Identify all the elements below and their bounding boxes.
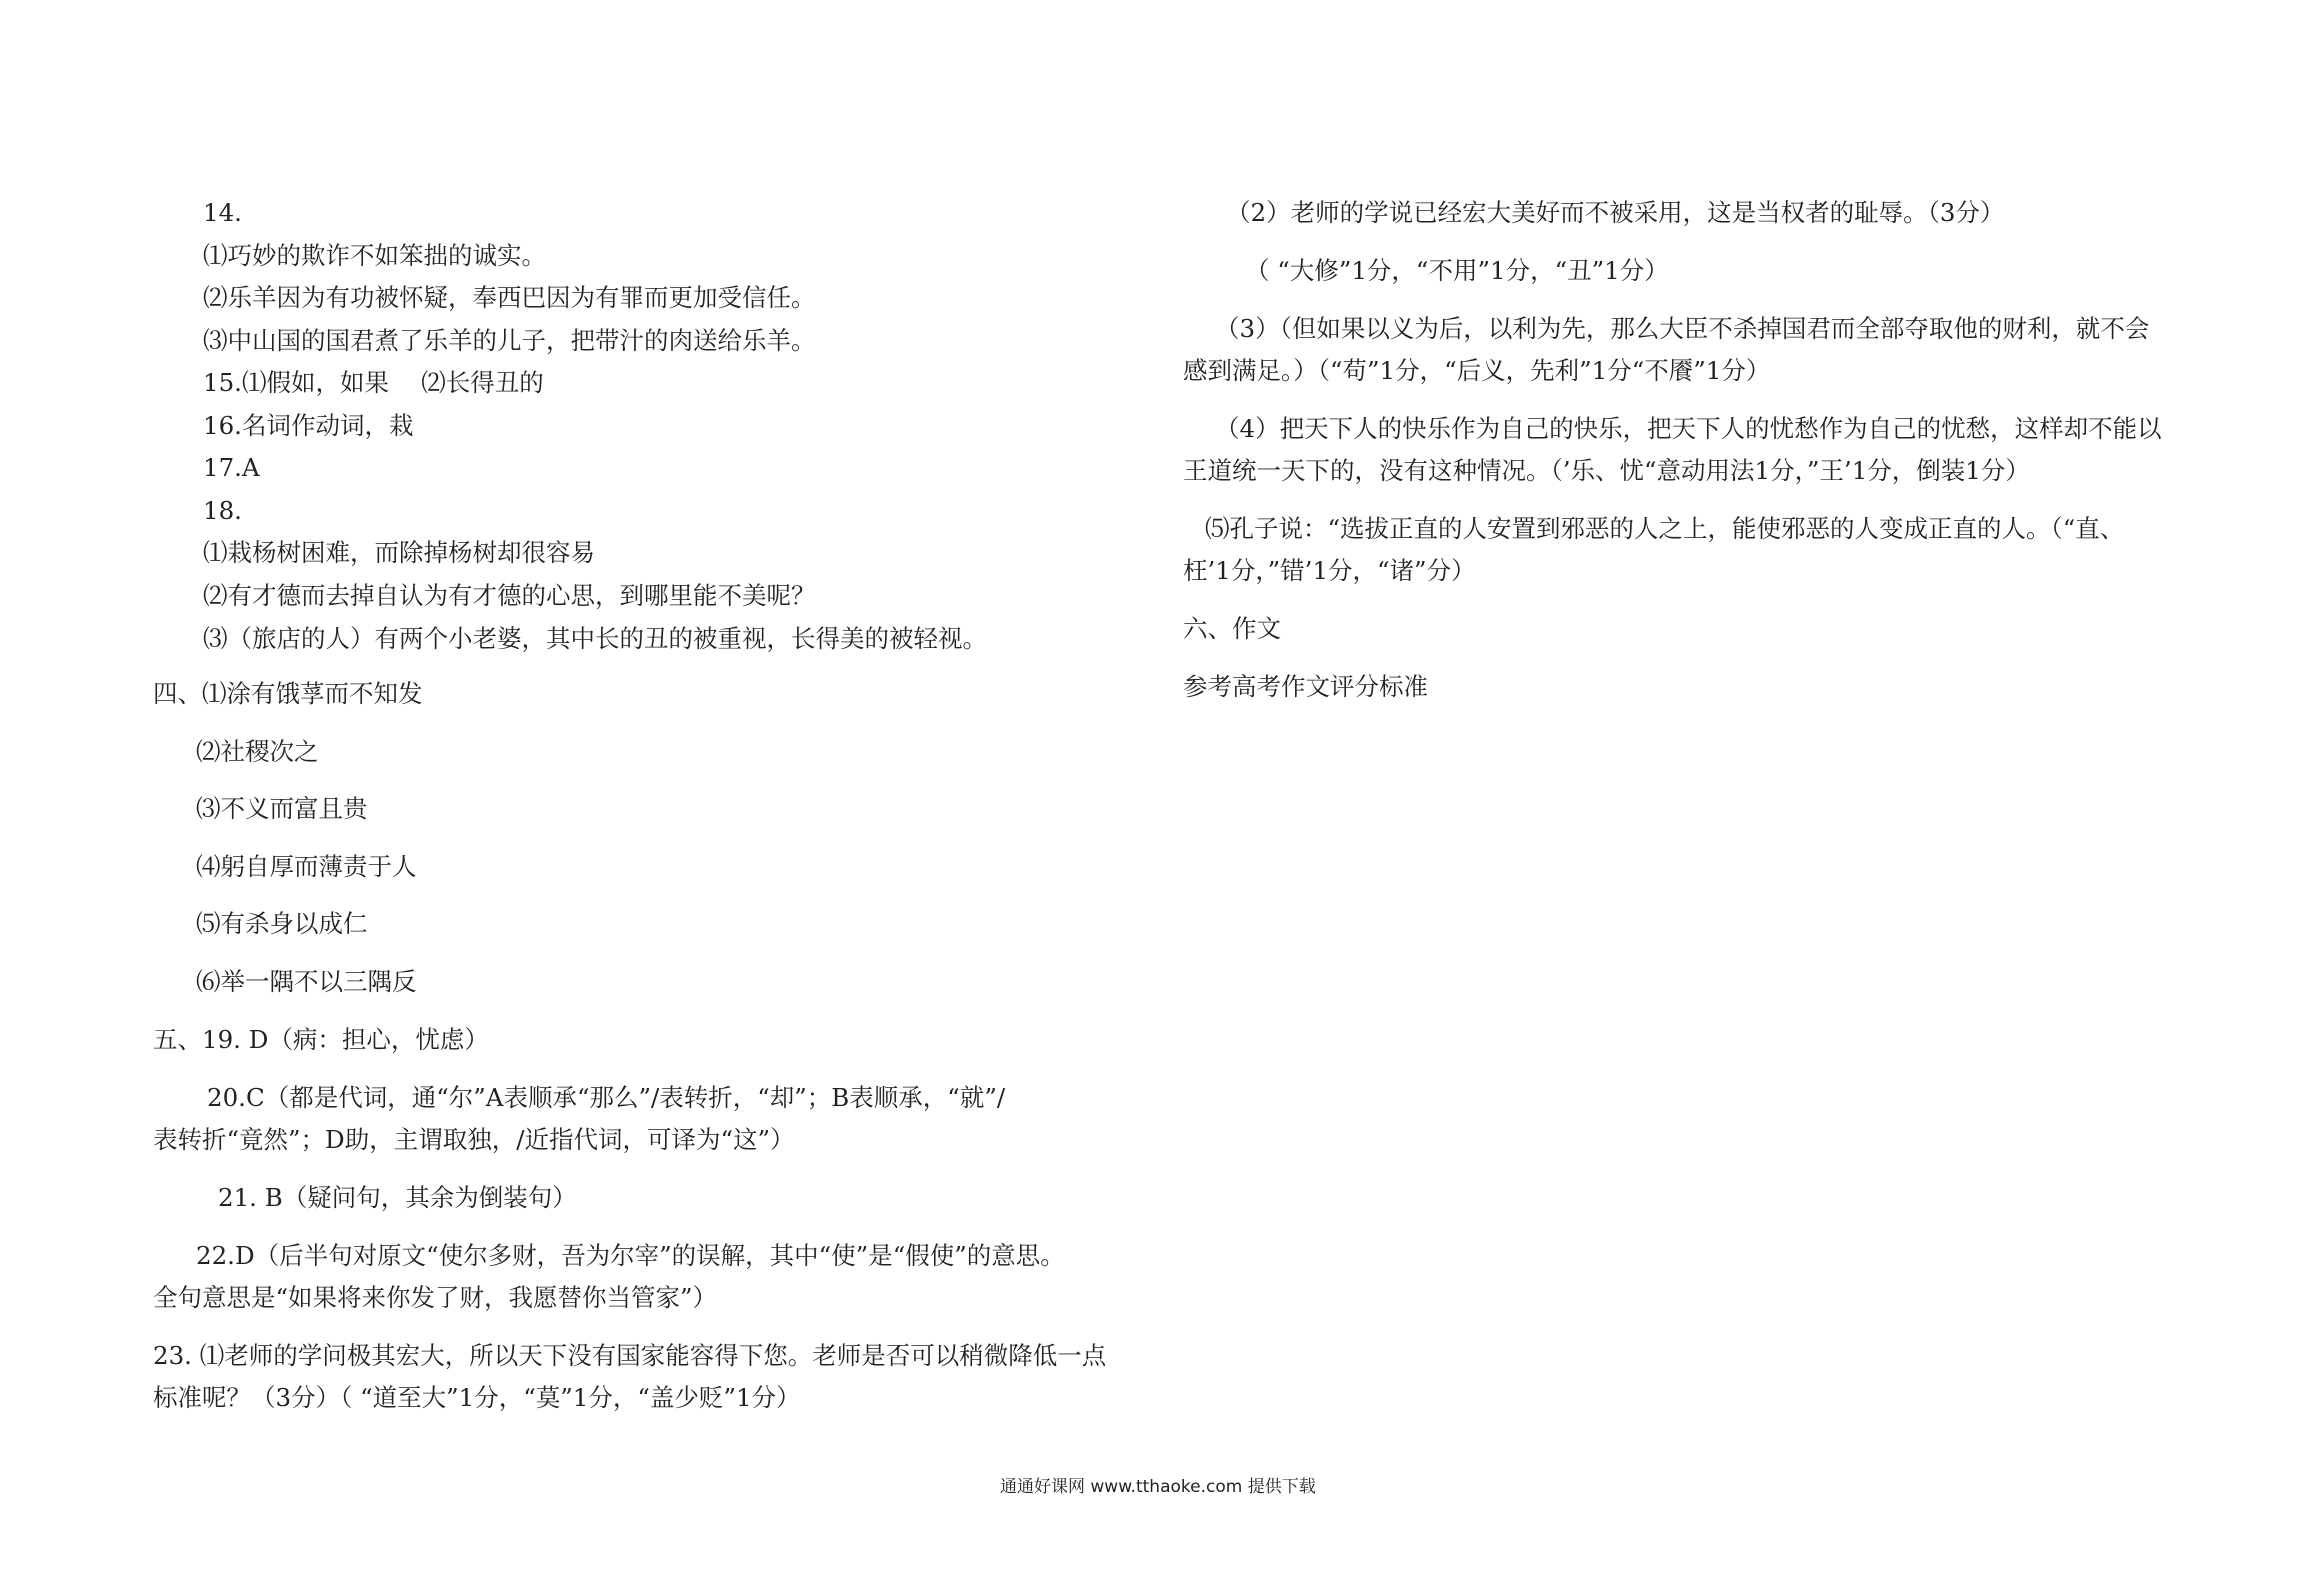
q22-answer-line-2: 全句意思是“如果将来你发了财，我愿替你当管家”） xyxy=(153,1283,718,1312)
q21-answer: 21. B（疑问句，其余为倒装句） xyxy=(218,1183,577,1212)
q14-answer-3: ⑶中山国的国君煮了乐羊的儿子，把带汁的肉送给乐羊。 xyxy=(203,326,816,355)
q23-answer-1-line-1: 23. ⑴老师的学问极其宏大，所以天下没有国家能容得下您。老师是否可以稍微降低一点 xyxy=(153,1341,1107,1370)
q23-answer-5-line-2: 枉’1分，”错’1分，“诸”分） xyxy=(1183,556,1476,585)
q20-answer-line-1: 20.C（都是代词，通“尔”A表顺承“那么”/表转折，“却”；B表顺承，“就”/ xyxy=(207,1083,1006,1112)
q23-answer-3-line-1: （3）（但如果以义为后，以利为先，那么大臣不杀掉国君而全部夺取他的财利，就不会 xyxy=(1215,314,2150,343)
q16-answer: 16.名词作动词，栽 xyxy=(203,411,414,440)
q18-answer-1: ⑴栽杨树困难，而除掉杨树却很容易 xyxy=(203,538,595,567)
q23-answer-1-line-2: 标准呢？（3分）（ “道至大”1分，“莫”1分，“盖少贬”1分） xyxy=(153,1383,801,1412)
q18-answer-2: ⑵有才德而去掉自认为有才德的心思，到哪里能不美呢？ xyxy=(203,581,816,610)
section-4-answer-5: ⑸有杀身以成仁 xyxy=(196,909,368,938)
page-footer: 通通好课网 www.tthaoke.com 提供下载 xyxy=(1000,1477,1316,1497)
q20-answer-line-2: 表转折“竟然”；D助，主谓取独，/近指代词，可译为“这”） xyxy=(153,1125,795,1154)
q19-answer: 五、19. D（病：担心，忧虑） xyxy=(153,1025,489,1054)
section-4-answer-1: 四、⑴涂有饿莩而不知发 xyxy=(153,679,423,708)
q22-answer-line-1: 22.D（后半句对原文“使尔多财，吾为尔宰”的误解，其中“使”是“假使”的意思。 xyxy=(196,1241,1065,1270)
q14-answer-1: ⑴巧妙的欺诈不如笨拙的诚实。 xyxy=(203,241,546,270)
q17-answer: 17.A xyxy=(203,453,260,482)
q14-answer-2: ⑵乐羊因为有功被怀疑，奉西巴因为有罪而更加受信任。 xyxy=(203,283,816,312)
q15-answer: 15.⑴假如，如果 ⑵长得丑的 xyxy=(203,368,544,397)
q23-answer-2-score: （ “大修”1分，“不用”1分，“丑”1分） xyxy=(1245,256,1669,285)
section-6-note: 参考高考作文评分标准 xyxy=(1183,672,1428,701)
q23-answer-2: （2）老师的学说已经宏大美好而不被采用，这是当权者的耻辱。（3分） xyxy=(1226,198,2005,227)
section-4-answer-2: ⑵社稷次之 xyxy=(196,737,319,766)
q23-answer-3-line-2: 感到满足。）（“苟”1分，“后义，先利”1分“不餍”1分） xyxy=(1183,356,1771,385)
section-4-answer-6: ⑹举一隅不以三隅反 xyxy=(196,967,417,996)
section-4-answer-3: ⑶不义而富且贵 xyxy=(196,794,368,823)
q23-answer-5-line-1: ⑸孔子说：“选拔正直的人安置到邪恶的人之上，能使邪恶的人变成正直的人。（“直、 xyxy=(1205,514,2125,543)
section-6-heading: 六、作文 xyxy=(1183,614,1281,643)
q18-answer-3: ⑶（旅店的人）有两个小老婆，其中长的丑的被重视，长得美的被轻视。 xyxy=(203,624,987,653)
q14-title: 14. xyxy=(203,198,242,227)
q18-title: 18. xyxy=(203,496,242,525)
q23-answer-4-line-2: 王道统一天下的，没有这种情况。（’乐、忧“意动用法1分，”王’1分，倒装1分） xyxy=(1183,456,2030,485)
q23-answer-4-line-1: （4）把天下人的快乐作为自己的快乐，把天下人的忧愁作为自己的忧愁，这样却不能以 xyxy=(1215,414,2162,443)
section-4-answer-4: ⑷躬自厚而薄责于人 xyxy=(196,852,417,881)
